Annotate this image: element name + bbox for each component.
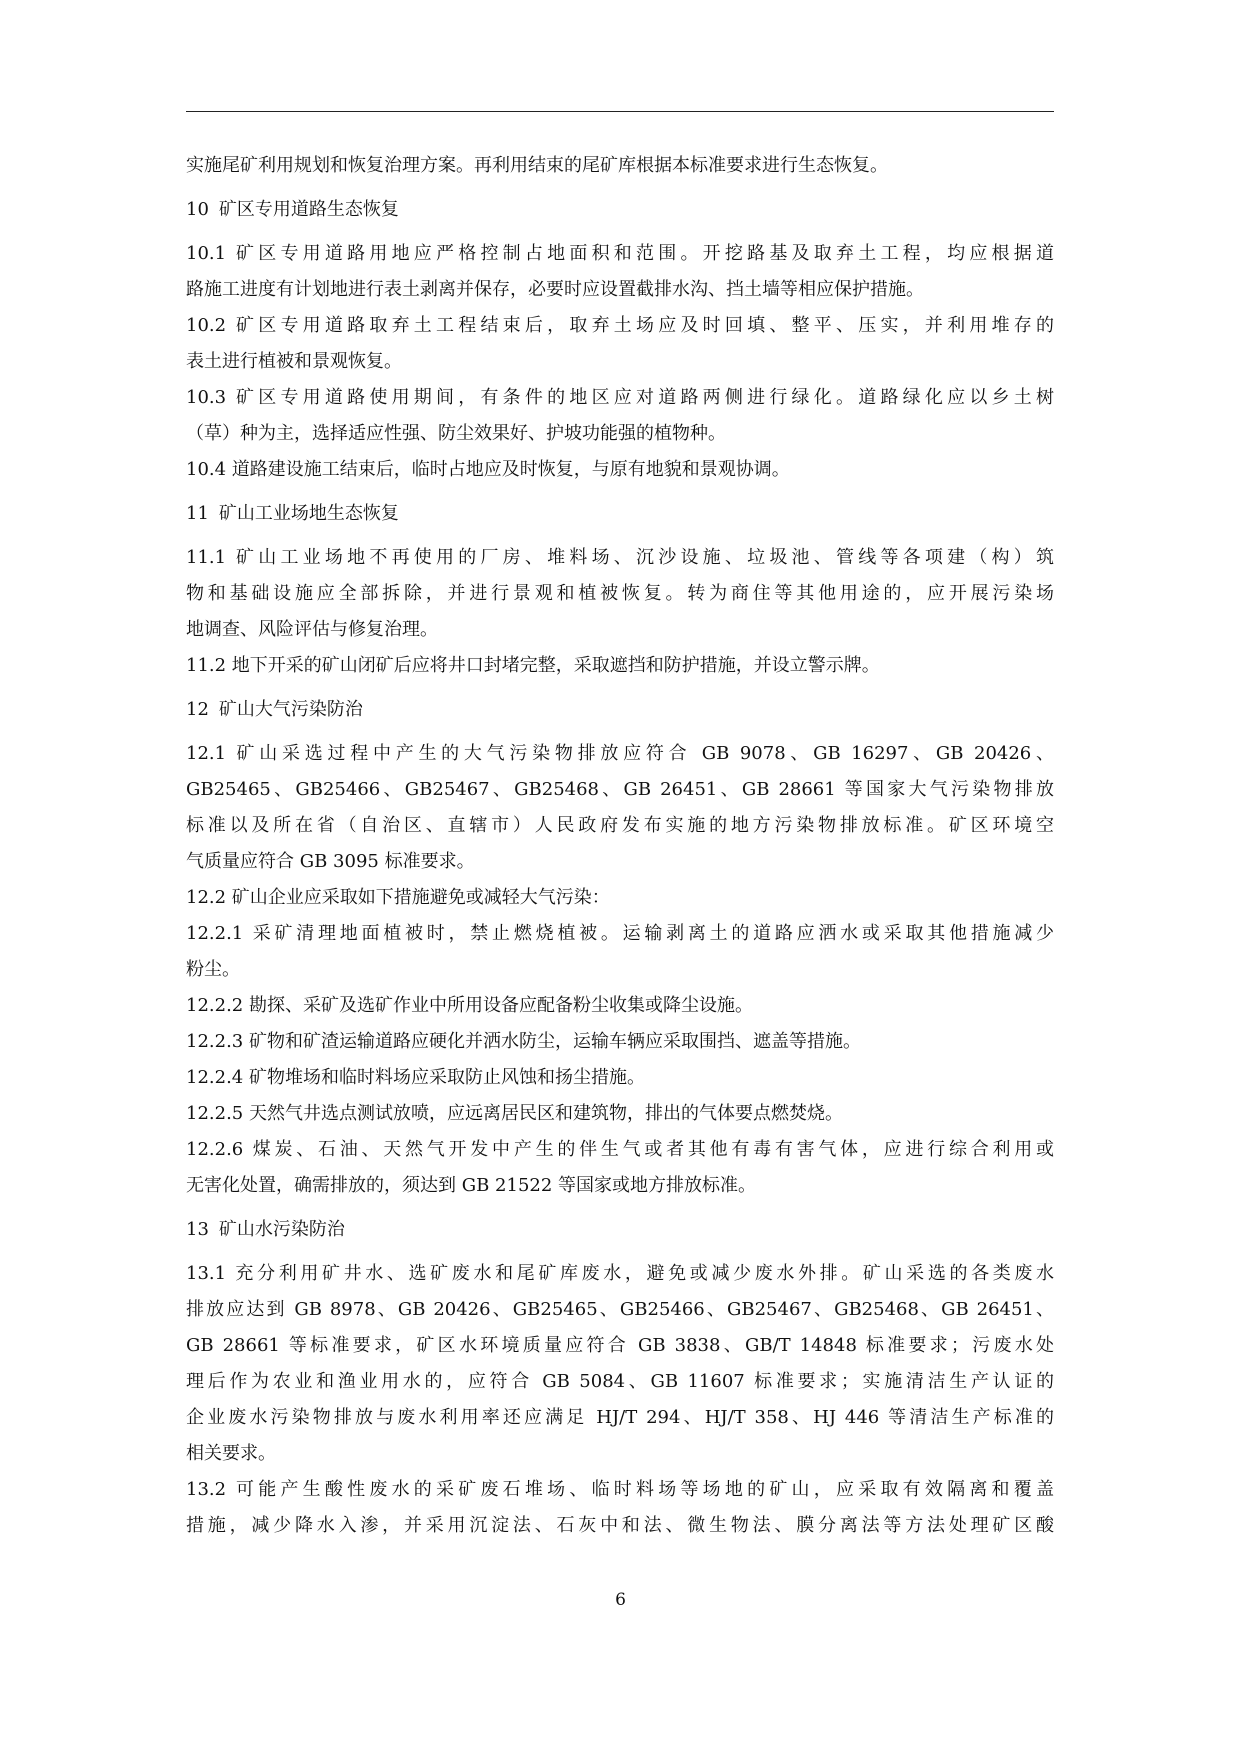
text-line: 12.2.4 矿物堆场和临时料场应采取防止风蚀和扬尘措施。 xyxy=(186,1067,645,1088)
section-number: 12 xyxy=(186,699,209,720)
section-title: 矿山工业场地生态恢复 xyxy=(218,503,399,524)
paragraph xyxy=(186,380,1054,452)
page-number: 6 xyxy=(615,1590,626,1610)
paragraph xyxy=(186,1096,1054,1132)
text-line: 13.2 可能产生酸性废水的采矿废石堆场、临时料场等场地的矿山，应采取有效隔离和覆盖 xyxy=(186,1479,1054,1500)
text-line: 12.2.2 勘探、采矿及选矿作业中所用设备应配备粉尘收集或降尘设施。 xyxy=(186,995,753,1016)
paragraph xyxy=(186,1024,1054,1060)
text-line: 实施尾矿利用规划和恢复治理方案。再利用结束的尾矿库根据本标准要求进行生态恢复。 xyxy=(186,155,888,176)
text-line: 12.2.1 采矿清理地面植被时，禁止燃烧植被。运输剥离土的道路应洒水或采取其他措施减少 xyxy=(186,923,1054,944)
text-line: 措施，减少降水入渗，并采用沉淀法、石灰中和法、微生物法、膜分离法等方法处理矿区酸 xyxy=(186,1515,1054,1536)
text-line: 10.2 矿区专用道路取弃土工程结束后，取弃土场应及时回填、整平、压实，并利用堆存的 xyxy=(186,315,1054,336)
text-line: 12.2.3 矿物和矿渣运输道路应硬化并洒水防尘，运输车辆应采取围挡、遮盖等措施。 xyxy=(186,1031,861,1052)
text-line: 理后作为农业和渔业用水的，应符合 GB 5084、GB 11607 标准要求；实施清洁生产认证的 xyxy=(186,1371,1054,1392)
text-line: 路施工进度有计划地进行表土剥离并保存，必要时应设置截排水沟、挡土墙等相应保护措施。 xyxy=(186,279,924,300)
paragraph xyxy=(186,236,1054,308)
section-title: 矿山水污染防治 xyxy=(218,1219,345,1240)
text-line: 12.2.5 天然气井选点测试放喷，应远离居民区和建筑物，排出的气体要点燃焚烧。 xyxy=(186,1103,843,1124)
text-line: 企业废水污染物排放与废水利用率还应满足 HJ/T 294、HJ/T 358、HJ 446 等清洁生产标准的 xyxy=(186,1407,1054,1428)
text-line: 13.1 充分利用矿井水、选矿废水和尾矿库废水，避免或减少废水外排。矿山采选的各类废水 xyxy=(186,1263,1054,1284)
text-line: 10.3 矿区专用道路使用期间，有条件的地区应对道路两侧进行绿化。道路绿化应以乡土树 xyxy=(186,387,1054,408)
text-line: 10.1 矿区专用道路用地应严格控制占地面积和范围。开挖路基及取弃土工程，均应根据道 xyxy=(186,243,1054,264)
text-line: 10.4 道路建设施工结束后，临时占地应及时恢复，与原有地貌和景观协调。 xyxy=(186,459,790,480)
paragraph xyxy=(186,308,1054,380)
text-line: 相关要求。 xyxy=(186,1443,276,1464)
paragraph xyxy=(186,540,1054,648)
text-line: 粉尘。 xyxy=(186,959,240,980)
text-line: 无害化处置，确需排放的，须达到 GB 21522 等国家或地方排放标准。 xyxy=(186,1175,757,1196)
paragraph xyxy=(186,988,1054,1024)
text-line: 标准以及所在省（自治区、直辖市）人民政府发布实施的地方污染物排放标准。矿区环境空 xyxy=(186,815,1054,836)
paragraph xyxy=(186,148,1054,184)
paragraph xyxy=(186,1132,1054,1204)
text-line: 物和基础设施应全部拆除，并进行景观和植被恢复。转为商住等其他用途的，应开展污染场 xyxy=(186,583,1054,604)
text-line: 12.1 矿山采选过程中产生的大气污染物排放应符合 GB 9078、GB 16297、GB 20426、 xyxy=(186,743,1054,764)
paragraph xyxy=(186,736,1054,880)
paragraph xyxy=(186,452,1054,488)
header-rule xyxy=(186,111,1054,112)
text-line: 11.2 地下开采的矿山闭矿后应将井口封堵完整，采取遮挡和防护措施，并设立警示牌。 xyxy=(186,655,880,676)
section-heading xyxy=(186,192,1054,228)
text-line: GB25465、GB25466、GB25467、GB25468、GB 26451、GB 28661 等国家大气污染物排放 xyxy=(186,779,1054,800)
paragraph xyxy=(186,916,1054,988)
section-heading xyxy=(186,496,1054,532)
text-line: 表土进行植被和景观恢复。 xyxy=(186,351,402,372)
paragraph xyxy=(186,1256,1054,1472)
text-line: 地调查、风险评估与修复治理。 xyxy=(186,619,438,640)
section-heading xyxy=(186,1212,1054,1248)
paragraph xyxy=(186,1472,1054,1544)
text-line: 12.2 矿山企业应采取如下措施避免或减轻大气污染： xyxy=(186,887,610,908)
text-line: （草）种为主，选择适应性强、防尘效果好、护坡功能强的植物种。 xyxy=(186,423,726,444)
paragraph xyxy=(186,648,1054,684)
text-line: 12.2.6 煤炭、石油、天然气开发中产生的伴生气或者其他有毒有害气体，应进行综合利用或 xyxy=(186,1139,1054,1160)
text-line: 气质量应符合 GB 3095 标准要求。 xyxy=(186,851,475,872)
section-number: 11 xyxy=(186,503,209,524)
section-heading xyxy=(186,692,1054,728)
text-line: GB 28661 等标准要求，矿区水环境质量应符合 GB 3838、GB/T 14848 标准要求；污废水处 xyxy=(186,1335,1054,1356)
section-title: 矿区专用道路生态恢复 xyxy=(218,199,399,220)
section-number: 10 xyxy=(186,199,209,220)
section-number: 13 xyxy=(186,1219,209,1240)
text-line: 11.1 矿山工业场地不再使用的厂房、堆料场、沉沙设施、垃圾池、管线等各项建（构）筑 xyxy=(186,547,1054,568)
paragraph xyxy=(186,880,1054,916)
text-line: 排放应达到 GB 8978、GB 20426、GB25465、GB25466、GB25467、GB25468、GB 26451、 xyxy=(186,1299,1054,1320)
paragraph xyxy=(186,1060,1054,1096)
document-body xyxy=(186,148,1054,1544)
section-title: 矿山大气污染防治 xyxy=(218,699,363,720)
